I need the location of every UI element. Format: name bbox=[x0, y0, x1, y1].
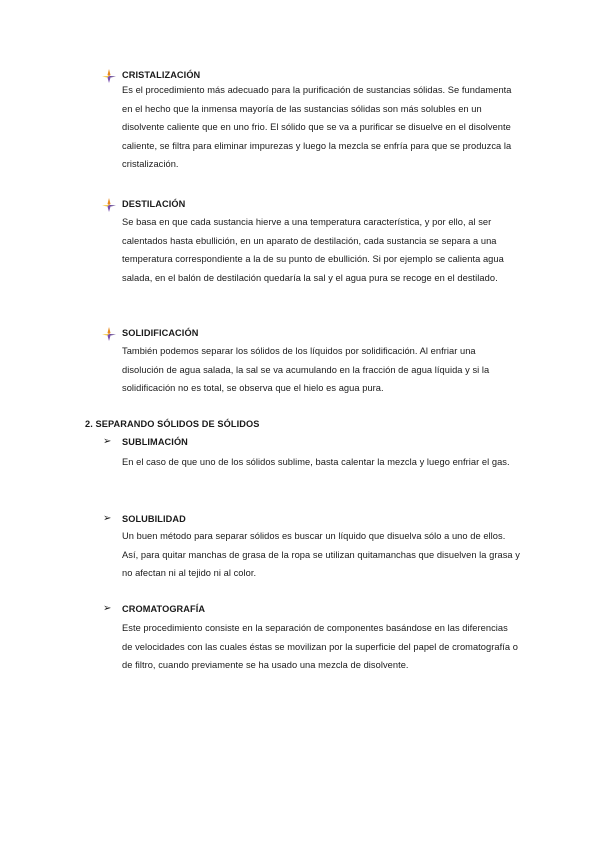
arrowhead-bullet-icon: ➢ bbox=[103, 436, 112, 447]
section-2-title: 2. SEPARANDO SÓLIDOS DE SÓLIDOS bbox=[85, 419, 260, 429]
cromatografia-heading: CROMATOGRAFÍA bbox=[122, 604, 206, 614]
solubilidad-heading: SOLUBILIDAD bbox=[122, 514, 186, 524]
star-bullet-icon bbox=[102, 69, 116, 83]
destilacion-text: Se basa en que cada sustancia hierve a una temperatura característica, y por ello, al ser calentados hasta ebullición, en un aparato de destilación, cada sustancia se separa a una temperatura correspondiente a la de su punto de ebullición. Si por ejemplo se calienta agua salada, en el balón de destilación quedaría la sal y el agua pura se recoge en el destilado. bbox=[122, 217, 504, 283]
star-bullet-icon bbox=[102, 327, 116, 341]
solidificacion-text: También podemos separar los sólidos de los líquidos por solidificación. Al enfriar una disolución de agua salada, la sal se va acumulando en la fracción de agua líquida y si la solidificación no es total, se observa que el hielo es agua pura. bbox=[122, 346, 490, 394]
solubilidad-text: Un buen método para separar sólidos es buscar un líquido que disuelva sólo a uno de ellos. Así, para quitar manchas de grasa de la ropa se utilizan quitamanchas que disuelven la grasa y no afectan ni al tejido ni al color. bbox=[122, 531, 520, 579]
cristalizacion-text: Es el procedimiento más adecuado para la purificación de sustancias sólidas. Se fundamenta en el hecho que la inmensa mayoría de las sustancias sólidas son más solubles en un disolvente caliente que en uno frio. El sólido que se va a purificar se disuelve en el disolvente caliente, se filtra para eliminar impurezas y luego la mezcla se enfría para que se produzca la cristalización. bbox=[122, 85, 512, 170]
cristalizacion-heading: CRISTALIZACIÓN bbox=[122, 70, 201, 80]
destilacion-heading: DESTILACIÓN bbox=[122, 199, 186, 209]
sublimacion-text: En el caso de que uno de los sólidos sublime, basta calentar la mezcla y luego enfriar el gas. bbox=[122, 457, 510, 467]
arrowhead-bullet-icon: ➢ bbox=[103, 513, 112, 524]
sublimacion-heading: SUBLIMACIÓN bbox=[122, 437, 188, 447]
solidificacion-heading: SOLIDIFICACIÓN bbox=[122, 328, 199, 338]
arrowhead-bullet-icon: ➢ bbox=[103, 603, 112, 614]
star-bullet-icon bbox=[102, 198, 116, 212]
cromatografia-text: Este procedimiento consiste en la separación de componentes basándose en las diferencias de velocidades con las cuales éstas se movilizan por la superficie del papel de cromatografía o de filtro, cuando previamente se ha usado una mezcla de disolvente. bbox=[122, 623, 518, 671]
